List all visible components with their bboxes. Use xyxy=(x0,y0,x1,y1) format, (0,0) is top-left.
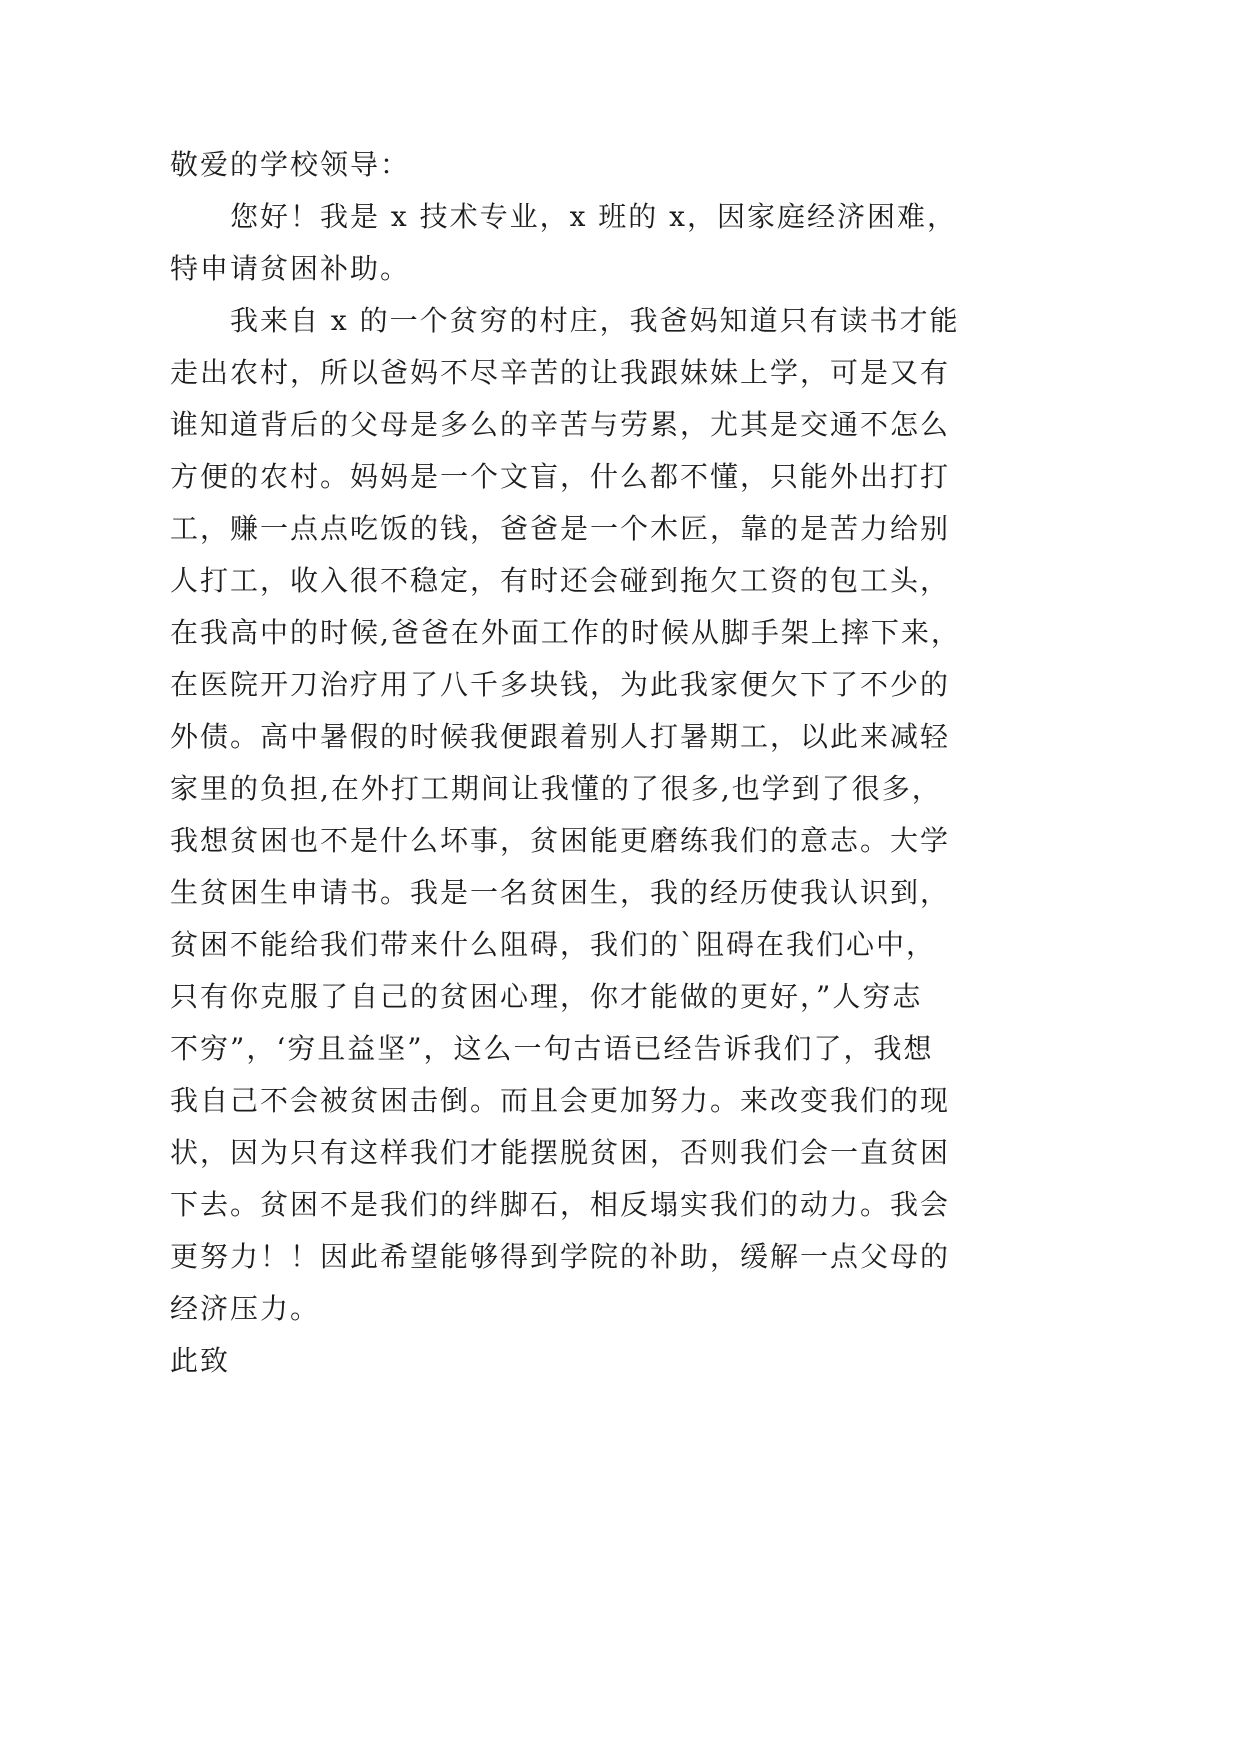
paragraph-line: 工，赚一点点吃饭的钱，爸爸是一个木匠，靠的是苦力给别 xyxy=(170,512,951,545)
closing: 此致 xyxy=(170,1344,231,1377)
paragraph-line: 家里的负担,在外打工期间让我懂的了很多,也学到了很多， xyxy=(170,772,942,805)
paragraph-line: 在我高中的时候,爸爸在外面工作的时候从脚手架上摔下来， xyxy=(170,616,961,649)
paragraph-line: 特申请贫困补助。 xyxy=(170,252,411,285)
paragraph-line: 经济压力。 xyxy=(170,1292,321,1325)
paragraph-line: 下去。贫困不是我们的绊脚石，相反塌实我们的动力。我会 xyxy=(170,1188,951,1221)
letter-body xyxy=(170,139,1170,1387)
paragraph-line: 贫困不能给我们带来什么阻碍，我们的`阻碍在我们心中， xyxy=(170,928,937,961)
paragraph-line: 外债。高中暑假的时候我便跟着别人打暑期工，以此来减轻 xyxy=(170,720,951,753)
paragraph-body xyxy=(170,295,1170,1335)
paragraph-line: 不穷”，‘穷且益坚”，这么一句古语已经告诉我们了，我想 xyxy=(170,1032,934,1065)
paragraph-line: 走出农村，所以爸妈不尽辛苦的让我跟妹妹上学，可是又有 xyxy=(170,356,951,389)
salutation: 敬爱的学校领导： xyxy=(170,148,411,181)
paragraph-line: 状，因为只有这样我们才能摆脱贫困，否则我们会一直贫困 xyxy=(170,1136,951,1169)
paragraph-line: 我想贫困也不是什么坏事，贫困能更磨练我们的意志。大学 xyxy=(170,824,951,857)
paragraph-line: 只有你克服了自己的贫困心理，你才能做的更好，”人穷志 xyxy=(170,980,923,1013)
paragraph-line: 人打工，收入很不稳定，有时还会碰到拖欠工资的包工头， xyxy=(170,564,951,597)
paragraph-greeting xyxy=(170,191,1170,295)
paragraph-line: 我来自 x 的一个贫穷的村庄，我爸妈知道只有读书才能 xyxy=(230,304,960,337)
paragraph-line: 生贫困生申请书。我是一名贫困生，我的经历使我认识到， xyxy=(170,876,951,909)
paragraph-line: 在医院开刀治疗用了八千多块钱，为此我家便欠下了不少的 xyxy=(170,668,951,701)
paragraph-line: 更努力！！因此希望能够得到学院的补助，缓解一点父母的 xyxy=(170,1240,951,1273)
paragraph-line: 您好！我是 x 技术专业，x 班的 x，因家庭经济困难， xyxy=(230,200,957,233)
paragraph-line: 方便的农村。妈妈是一个文盲，什么都不懂，只能外出打打 xyxy=(170,460,951,493)
paragraph-line: 我自己不会被贫困击倒。而且会更加努力。来改变我们的现 xyxy=(170,1084,951,1117)
paragraph-line: 谁知道背后的父母是多么的辛苦与劳累，尤其是交通不怎么 xyxy=(170,408,951,441)
